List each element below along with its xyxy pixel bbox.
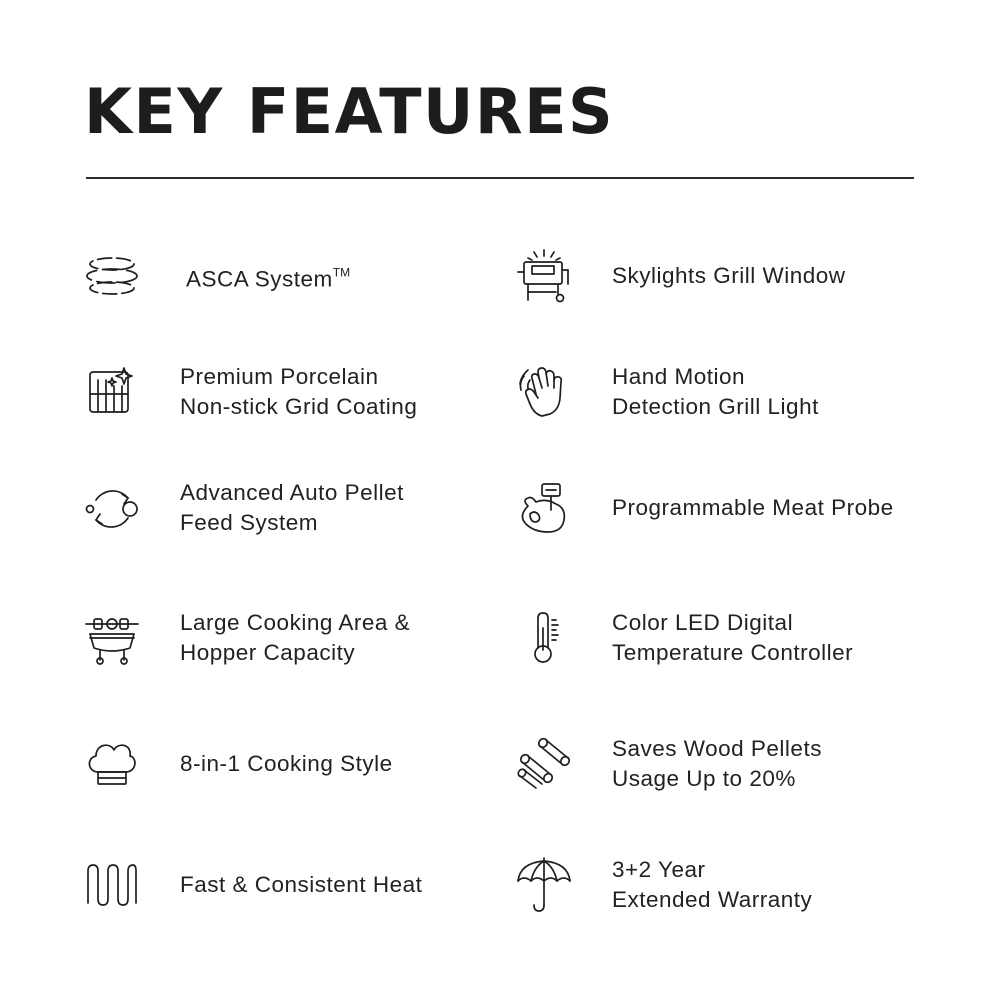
feature-cooking-style [84,724,464,804]
page-title: KEY FEATURES [84,75,615,148]
thermometer-icon [516,610,572,666]
waving-hand-icon [516,364,572,420]
umbrella-icon [516,857,572,913]
feature-extended-warranty [516,845,896,925]
grill-kebab-icon [84,610,140,666]
feature-label-line-2: Non-stick Grid Coating [180,394,418,419]
meat-probe-icon [516,480,572,536]
feature-meat-probe [516,468,896,548]
feature-label-line-2: Extended Warranty [612,887,813,912]
feature-saves-pellets [516,724,896,804]
feature-skylights-window [516,236,896,316]
feature-auto-pellet-feed [84,468,464,548]
feature-label-line-2: Feed System [180,510,319,535]
trademark-symbol: TM [332,265,351,280]
feature-cooking-area [84,598,464,678]
feature-label: Programmable Meat Probe [612,495,894,520]
feature-asca-system [84,236,464,316]
feature-label-line-2: Usage Up to 20% [612,766,796,791]
feature-label-line-1: Premium Porcelain [180,364,379,389]
rotating-rings-icon [84,248,140,304]
grill-window-icon [516,248,572,304]
wood-logs-icon [516,736,572,792]
feature-label-line-2: Hopper Capacity [180,640,356,665]
title-divider [86,177,914,179]
feature-hand-motion-light [516,352,896,432]
feature-label: Fast & Consistent Heat [180,872,423,897]
feature-label: Skylights Grill Window [612,263,846,288]
feature-consistent-heat [84,845,464,925]
chef-hat-icon [84,736,140,792]
feature-label-line-1: Large Cooking Area & [180,610,411,635]
feature-label-line-1: 3+2 Year [612,857,706,882]
feature-label: ASCA System [186,266,333,292]
feature-porcelain-coating [84,352,464,432]
feature-label-line-1: Color LED Digital [612,610,794,635]
feature-led-controller [516,598,896,678]
feature-label-line-1: Advanced Auto Pellet [180,480,404,505]
heat-coil-icon [84,857,140,913]
feature-label-line-2: Detection Grill Light [612,394,819,419]
feature-label: 8-in-1 Cooking Style [180,751,393,776]
feature-label-line-1: Hand Motion [612,364,746,389]
cycle-arrows-icon [84,480,140,536]
feature-label-line-1: Saves Wood Pellets [612,736,822,761]
feature-label-line-2: Temperature Controller [612,640,854,665]
sparkling-grate-icon [84,364,140,420]
